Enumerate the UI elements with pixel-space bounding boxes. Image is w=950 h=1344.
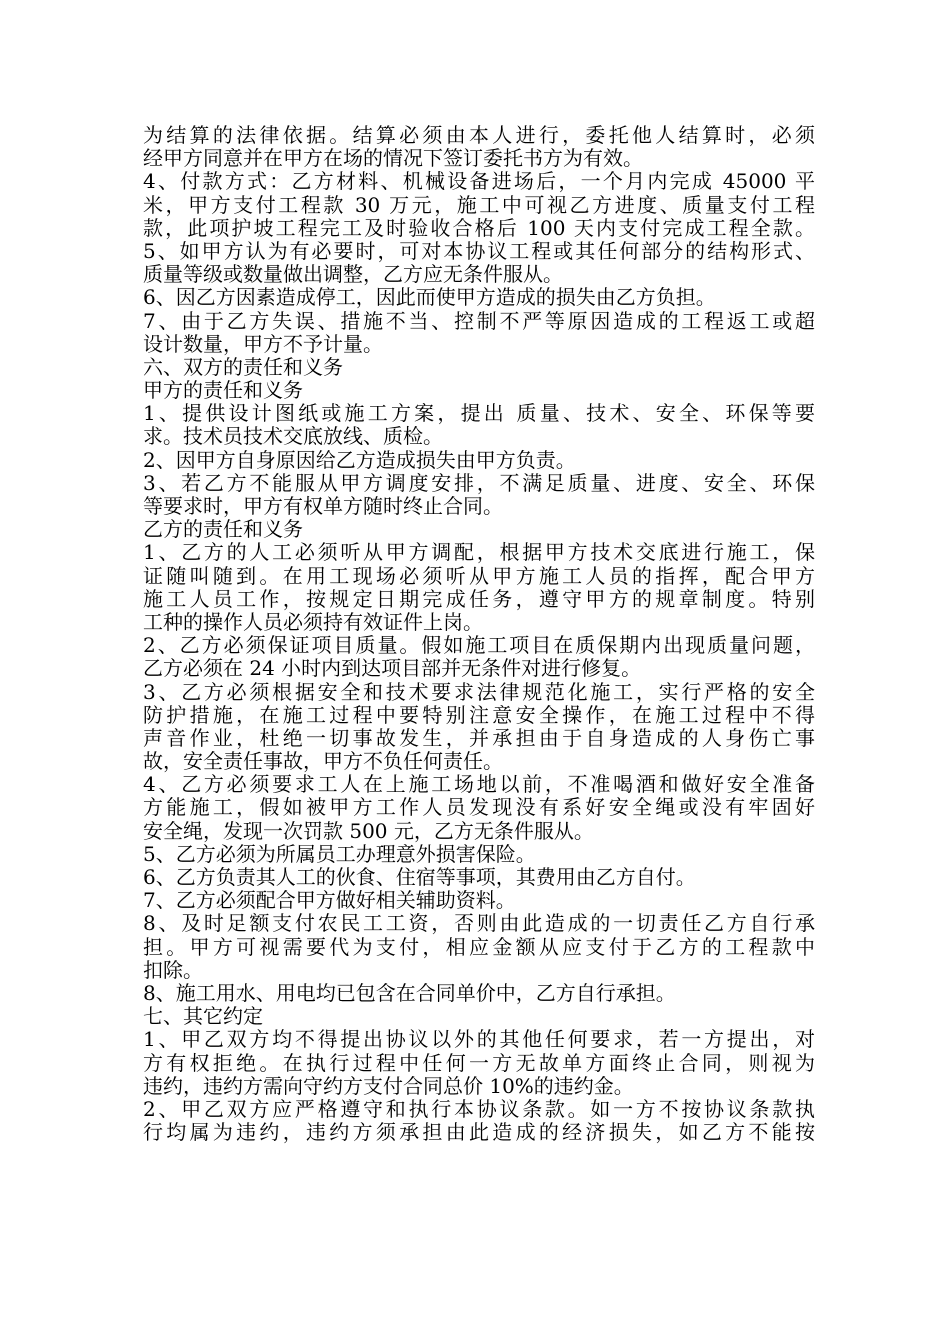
text-line: 1、乙方的人工必须听从甲方调配，根据甲方技术交底进行施工，保 [143,540,815,565]
text-line: 经甲方同意并在甲方在场的情况下签订委托书方为有效。 [143,146,643,171]
text-line: 方有权拒绝。在执行过程中任何一方无故单方面终止合同，则视为 [143,1050,815,1075]
text-line: 安全绳，发现一次罚款 500 元，乙方无条件服从。 [143,818,594,843]
text-line: 1、甲乙双方均不得提出协议以外的其他任何要求，若一方提出，对 [143,1027,815,1052]
text-line: 3、乙方必须根据安全和技术要求法律规范化施工，实行严格的安全 [143,679,815,704]
text-line: 求。技术员技术交底放线、质检。 [143,424,443,449]
text-line: 8、施工用水、用电均已包含在合同单价中，乙方自行承担。 [143,980,676,1005]
text-line: 施工人员工作，按规定日期完成任务，遵守甲方的规章制度。特别 [143,586,815,611]
text-line: 方能施工，假如被甲方工作人员发现没有系好安全绳或没有牢固好 [143,795,815,820]
text-line: 6、乙方负责其人工的伙食、住宿等事项，其费用由乙方自付。 [143,865,696,889]
text-line: 款，此项护坡工程完工及时验收合格后 100 天内支付完成工程全款。 [143,215,815,240]
text-line: 设计数量，甲方不予计量。 [143,331,383,356]
text-line: 证随叫随到。在用工现场必须听从甲方施工人员的指挥，配合甲方 [143,563,815,588]
text-line: 7、由于乙方失误、措施不当、控制不严等原因造成的工程返工或超 [143,308,815,333]
text-line: 违约，违约方需向守约方支付合同总价 10%的违约金。 [143,1073,634,1098]
text-line: 质量等级或数量做出调整，乙方应无条件服从。 [143,262,563,287]
text-line: 7、乙方必须配合甲方做好相关辅助资料。 [143,888,516,913]
text-line: 声音作业，杜绝一切事故发生，并承担由于自身造成的人身伤亡事 [143,725,815,750]
text-line: 2、乙方必须保证项目质量。假如施工项目在质保期内出现质量问题， [143,633,815,658]
text-line: 乙方必须在 24 小时内到达项目部并无条件对进行修复。 [143,656,642,681]
text-line: 2、甲乙双方应严格遵守和执行本协议条款。如一方不按协议条款执 [143,1096,815,1121]
text-line: 1、提供设计图纸或施工方案，提出 质量、技术、安全、环保等要 [143,401,815,426]
text-line: 甲方的责任和义务 [143,378,303,403]
text-line: 担。甲方可视需要代为支付，相应金额从应支付于乙方的工程款中 [143,934,815,959]
document-body [143,124,815,1144]
text-line: 六、双方的责任和义务 [143,354,343,379]
text-line: 扣除。 [143,957,203,982]
text-line: 4、付款方式：乙方材料、机械设备进场后，一个月内完成 45000 平 [143,169,815,194]
text-line: 行均属为违约，违约方须承担由此造成的经济损失，如乙方不能按 [143,1120,815,1145]
text-line: 等要求时，甲方有权单方随时终止合同。 [143,494,503,518]
text-line: 5、乙方必须为所属员工办理意外损害保险。 [143,841,536,866]
text-line: 6、因乙方因素造成停工，因此而使甲方造成的损失由乙方负担。 [143,285,716,310]
text-line: 米，甲方支付工程款 30 万元，施工中可视乙方进度、质量支付工程 [143,192,815,217]
text-line: 2、因甲方自身原因给乙方造成损失由甲方负责。 [143,447,576,472]
text-line: 故，安全责任事故，甲方不负任何责任。 [143,749,503,774]
text-line: 4、乙方必须要求工人在上施工场地以前，不准喝酒和做好安全准备 [143,772,815,797]
text-line: 3、若乙方不能服从甲方调度安排，不满足质量、进度、安全、环保 [143,470,815,495]
text-line: 乙方的责任和义务 [143,517,303,542]
text-line: 为结算的法律依据。结算必须由本人进行，委托他人结算时，必须 [143,123,815,147]
text-line: 七、其它约定 [143,1004,263,1029]
text-line: 工种的操作人员必须持有效证件上岗。 [143,609,483,634]
text-line: 5、如甲方认为有必要时，可对本协议工程或其任何部分的结构形式、 [143,238,815,263]
text-line: 8、及时足额支付农民工工资，否则由此造成的一切责任乙方自行承 [143,911,815,936]
text-line: 防护措施，在施工过程中要特别注意安全操作，在施工过程中不得 [143,702,815,727]
